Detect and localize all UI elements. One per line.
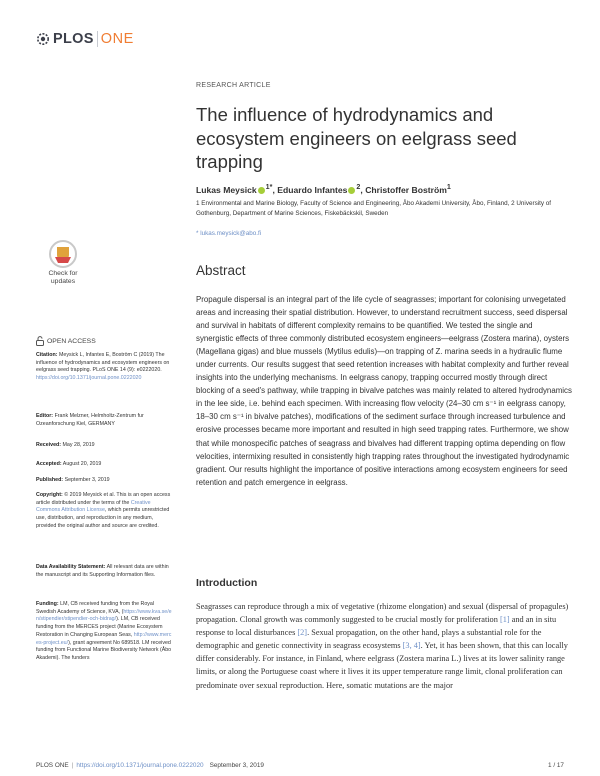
funding-block	[36, 601, 173, 663]
citation-link[interactable]: [3, 4]	[402, 641, 421, 651]
article-title: The influence of hydrodynamics and ecosystem engineers on eelgrass seed trapping	[196, 104, 517, 172]
author-name: Christoffer Boström	[365, 184, 447, 195]
funding-text: ), grant agreement No 689518. LM received funding from Functional Marine Biodiversity Network (Åbo Akademi). The funders	[36, 639, 172, 661]
orcid-icon[interactable]	[258, 187, 265, 194]
orcid-icon[interactable]	[348, 187, 355, 194]
author-name: Lukas Meysick	[196, 184, 257, 195]
introduction-heading: Introduction	[196, 577, 258, 589]
published-block	[36, 477, 173, 485]
logo-one-text: ONE	[100, 31, 134, 47]
page-number: 1 / 17	[548, 762, 564, 769]
check-updates-label: Check for updates	[48, 270, 78, 285]
received-date: May 28, 2019	[62, 442, 95, 448]
intro-text-segment: . Yet, it has been shown, that this can locally differ considerably. For instance, in Finland, where eelgrass (Zostera marina L.) lives at its lower salinity range limits, or along the Portuguese coast where it lives it its upper temperature range limit, clonal proliferation can predominate over sexual reproduction. Here, somatic mutations are the major	[196, 641, 568, 690]
footer-journal: PLOS ONE	[36, 762, 69, 769]
footer-doi-link[interactable]: https://doi.org/10.1371/journal.pone.0222020	[76, 762, 204, 769]
open-access-text: OPEN ACCESS	[47, 337, 96, 345]
citation-link[interactable]: [2]	[297, 628, 308, 638]
funding-link[interactable]: https://www.kva.se/en/stipendier/stipendier-och-bidrag/	[36, 608, 172, 623]
copyright-text: © 2019 Meysick et al. This is an open access article distributed under the terms of the	[36, 492, 171, 506]
plos-one-logo[interactable]	[36, 29, 134, 49]
editor-block	[36, 413, 173, 428]
editor-text: Frank Melzner, Helmholtz-Zentrum fur Ozeanforschung Kiel, GERMANY	[36, 413, 144, 427]
logo-divider	[97, 31, 98, 47]
open-lock-icon	[36, 336, 44, 346]
logo-plos-text: PLOS	[53, 31, 94, 47]
footer-date: September 3, 2019	[209, 762, 264, 769]
corresponding-email[interactable]: * lukas.meysick@abo.fi	[196, 230, 262, 237]
copyright-block	[36, 492, 173, 531]
funding-text: ). LM, CB received funding from the MERCES project (Marine Ecosystem Restoration in Changing European Seas,	[36, 616, 163, 638]
license-link[interactable]: Creative Commons Attribution License	[36, 499, 151, 514]
author-name: Eduardo Infantes	[277, 184, 348, 195]
author-list: Lukas Meysick $^{1*}$, Eduardo Infantes $^2$, Christoffer Boström$^1$	[196, 183, 451, 195]
accepted-block	[36, 461, 173, 469]
article-type: RESEARCH ARTICLE	[196, 82, 271, 89]
author-affiliation-mark: 2	[356, 183, 361, 191]
published-date: September 3, 2019	[64, 477, 110, 483]
intro-text-segment: . Sexual propagation, on the other hand, plays a substantial role for the demographic and genetic connectivity in seagrass ecosystems	[196, 628, 542, 651]
accepted-label: Accepted:	[36, 461, 62, 467]
citation-text: Meysick L, Infantes E, Boström C (2019) The influence of hydrodynamics and ecosystem engineers on eelgrass seed trapping. PLoS ONE 14 (9): e0222020.	[36, 352, 170, 374]
data-availability-label: Data Availability Statement:	[36, 564, 106, 570]
intro-text-segment: and an in situ response to local disturbances	[196, 615, 557, 638]
plos-logo-icon	[36, 32, 50, 46]
published-label: Published:	[36, 477, 64, 483]
citation-label: Citation:	[36, 352, 58, 358]
abstract-heading: Abstract	[196, 263, 246, 278]
intro-text-segment: Seagrasses can reproduce through a mix of vegetative (rhizome elongation) and sexual (dispersal of propagules) propagation. Clonal growth was commonly suggested to be crucial mostly for proliferation	[196, 602, 569, 625]
abstract-text: Propagule dispersal is an integral part of the life cycle of seagrasses; important for colonising unvegetated areas and increasing their spatial distribution. However, to understand recruitment success, seed dispersal and survival in habitats of different complexity remains to be quantified. We tested the single and synergistic effects of three commonly distributed ecosystem engineers—eelgrass (Zostera marina), oysters (Magellana gigas) and blue mussels (Mytilus edulis)—on trapping of Z. marina seeds in a hydraulic flume under currents. Our results suggest that seed retention increases with habitat complexity and further reveal insights into the underlying mechanisms. In eelgrass canopy, trapping occurred mostly through direct blocking of a seed's pathway, while trapping in bivalve patches was mainly related to altered hydrodynamics in the lee side, i.e. behind each specimen. With increasing flow velocity (24–30 cm s⁻¹ in eelgrass canopy, 18–30 cm s⁻¹ in bivalve patches), modifications of the sediment surface through increased turbulence and erosive processes became more important and resulted in high seed trapping rates. Furthermore, we show that while monospecific patches of seagrass and bivalves had different trapping optima depending on flow velocities, intermixing resulted in consistently high trapping rates throughout the investigated hydrodynamic gradient. Our results highlight the importance of positive interactions among ecosystem engineers for seed retention and patch emergence in eelgrass.	[196, 295, 572, 487]
copyright-text-end: , which permits unrestricted use, distribution, and reproduction in any medium, provided the original author and source are credited.	[36, 507, 170, 529]
check-updates-icon	[36, 239, 90, 269]
received-label: Received:	[36, 442, 62, 448]
page-footer: PLOS ONE | https://doi.org/10.1371/journal.pone.0222020 September 3, 2019	[36, 762, 264, 769]
author-affiliation-mark: 1*	[265, 183, 273, 191]
editor-label: Editor:	[36, 413, 54, 419]
data-availability-block	[36, 564, 173, 579]
received-block	[36, 442, 173, 450]
funding-link[interactable]: http://www.merces-project.eu/	[36, 631, 172, 646]
funding-text: LM, CB received funding from the Royal Swedish Academy of Science, KVA, (	[36, 601, 155, 615]
accepted-date: August 20, 2019	[62, 461, 102, 467]
author-affiliation-mark: 1	[446, 183, 451, 191]
data-availability-text: All relevant data are within the manuscript and its Supporting Information files.	[36, 564, 169, 578]
introduction-text	[196, 600, 572, 692]
citation-link[interactable]: [1]	[499, 615, 510, 625]
affiliations: 1 Environmental and Marine Biology, Faculty of Science and Engineering, Åbo Akademi University, Åbo, Finland, 2 University of Gothenburg, Department of Marine Sciences, Fiskebäckskil, Sweden	[196, 200, 552, 217]
copyright-label: Copyright:	[36, 492, 63, 498]
check-for-updates-badge[interactable]	[36, 239, 90, 291]
open-access-label	[36, 336, 96, 346]
citation-doi-link[interactable]: https://doi.org/10.1371/journal.pone.0222020	[36, 375, 142, 382]
funding-label: Funding:	[36, 601, 59, 607]
citation-block	[36, 352, 173, 383]
